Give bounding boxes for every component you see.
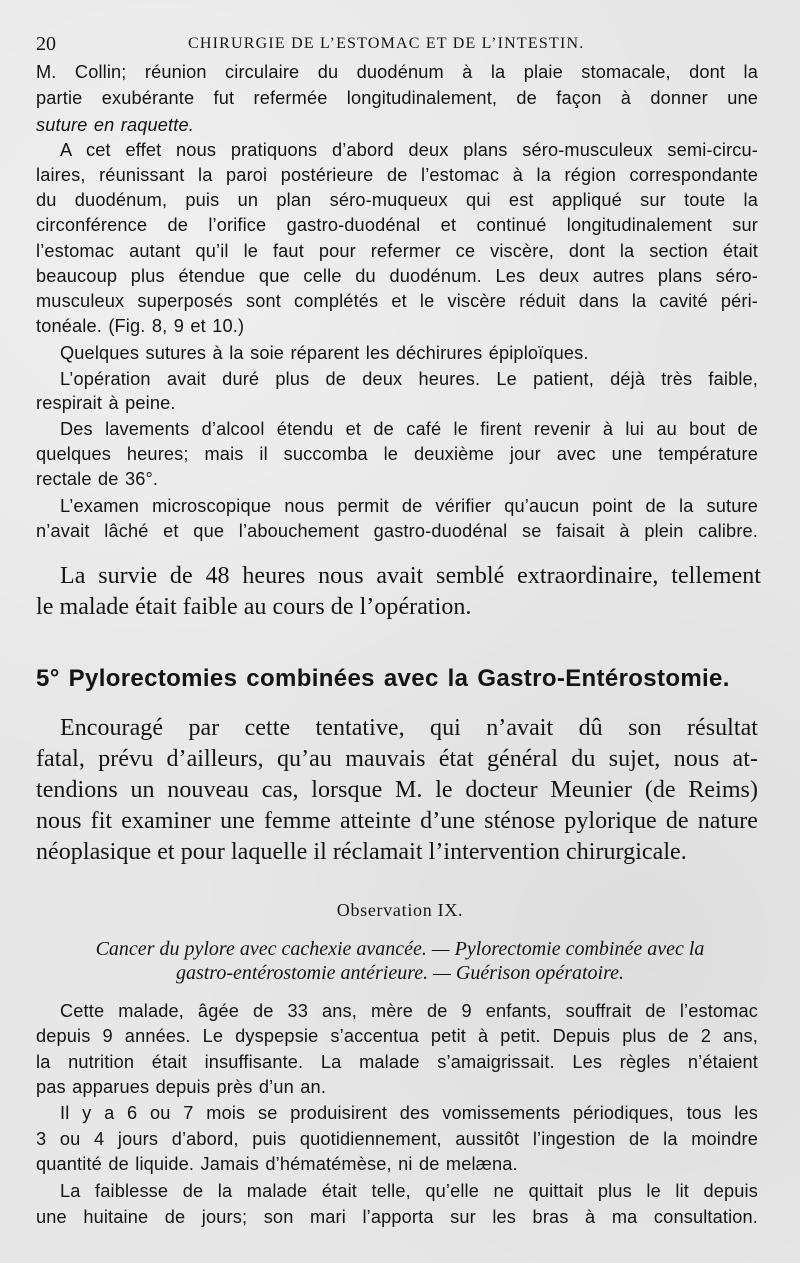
text-line: A cet effet nous pratiquons d’abord deux plans séro-musculeux semi-circu-	[60, 140, 758, 160]
text-line: pas apparues depuis près d’un an.	[36, 1077, 327, 1097]
text-line: quelques heures; mais il succomba le deuxième jour avec une température	[36, 444, 758, 464]
text-line: Cette malade, âgée de 33 ans, mère de 9 enfants, souffrait de l’estomac	[60, 1001, 758, 1021]
text-line: La faiblesse de la malade était telle, qu’elle ne quittait plus le lit depuis	[60, 1181, 758, 1201]
text-line: une huitaine de jours; son mari l’apporta sur les bras à ma consultation.	[36, 1207, 758, 1227]
text-line: respirait à peine.	[36, 393, 176, 413]
text-line: du duodénum, puis un plan séro-muqueux qui est appliqué sur toute la	[36, 190, 758, 210]
text-line: beaucoup plus étendue que celle du duodénum. Les deux autres plans séro-	[36, 266, 758, 286]
observation-title: Observation IX.	[336, 900, 464, 920]
section-heading: 5° Pylorectomies combinées avec la Gastro-Entérostomie.	[36, 665, 730, 692]
text-line: L’examen microscopique nous permit de vérifier qu’aucun point de la suture	[60, 496, 758, 516]
text-line: la nutrition était insuffisante. La malade s’amaigrissait. Les règles n’étaient	[36, 1052, 758, 1072]
text-line: Encouragé par cette tentative, qui n’avait dû son résultat	[60, 715, 758, 741]
text-line: laires, réunissant la paroi postérieure de l’estomac à la région correspondante	[36, 165, 758, 185]
text-line: partie exubérante fut refermée longitudinalement, de façon à donner une	[36, 88, 758, 108]
text-line: l’estomac autant qu’il le faut pour refermer ce viscère, dont la section était	[36, 241, 758, 261]
text-line: fatal, prévu d’ailleurs, qu’au mauvais état général du sujet, nous at-	[36, 746, 758, 772]
text-line: suture en raquette.	[36, 115, 194, 135]
text-line: néoplasique et pour laquelle il réclamait l’intervention chirurgicale.	[36, 839, 687, 865]
text-line: 3 ou 4 jours d’abord, puis quotidiennement, aussitôt l’ingestion de la moindre	[36, 1129, 758, 1149]
running-title: CHIRURGIE DE L’ESTOMAC ET DE L’INTESTIN.	[188, 35, 585, 52]
text-line: Quelques sutures à la soie réparent les déchirures épiploïques.	[60, 343, 589, 363]
text-line: Il y a 6 ou 7 mois se produisirent des vomissements périodiques, tous les	[60, 1103, 758, 1123]
text-line: La survie de 48 heures nous avait semblé extraordinaire, tellement	[60, 563, 761, 589]
text-line: Des lavements d’alcool étendu et de café le firent revenir à lui au bout de	[60, 419, 758, 439]
text-line: n’avait lâché et que l’abouchement gastro-duodénal se faisait à plein calibre.	[36, 521, 758, 541]
text-line: tendions un nouveau cas, lorsque M. le docteur Meunier (de Reims)	[36, 777, 758, 803]
text-line: nous fit examiner une femme atteinte d’une sténose pylorique de nature	[36, 808, 758, 834]
text-line: tonéale. (Fig. 8, 9 et 10.)	[36, 316, 245, 336]
page-number: 20	[36, 33, 56, 55]
text-line: circonférence de l’orifice gastro-duodénal et continué longitudinalement sur	[36, 215, 758, 235]
observation-subtitle: Cancer du pylore avec cachexie avancée. — Pylorectomie combinée avec la	[95, 938, 705, 960]
text-line: quantité de liquide. Jamais d’hématémèse, ni de melæna.	[36, 1154, 518, 1174]
text-line: rectale de 36°.	[36, 469, 159, 489]
text-line: L’opération avait duré plus de deux heures. Le patient, déjà très faible,	[60, 369, 758, 389]
text-line: musculeux superposés sont complétés et le viscère réduit dans la cavité péri-	[36, 291, 758, 311]
text-line: depuis 9 années. Le dyspepsie s’accentua petit à petit. Depuis plus de 2 ans,	[36, 1026, 758, 1046]
text-line: M. Collin; réunion circulaire du duodénum à la plaie stomacale, dont la	[36, 62, 758, 82]
text-line: le malade était faible au cours de l’opération.	[36, 594, 472, 620]
observation-subtitle: gastro-entérostomie antérieure. — Guérison opératoire.	[175, 962, 625, 984]
